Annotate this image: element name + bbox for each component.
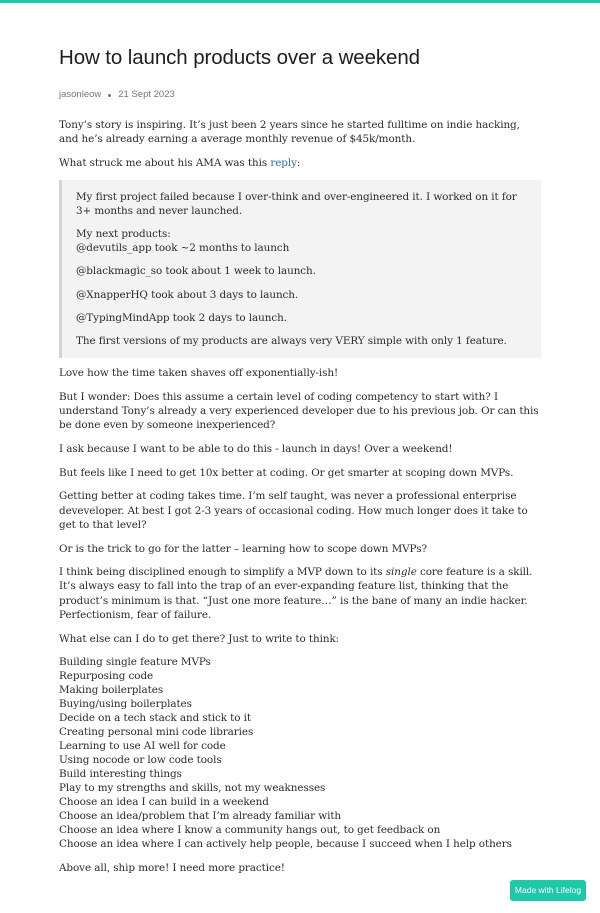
reply-link[interactable]: reply (270, 156, 297, 169)
ama-prefix: What struck me about his AMA was this (59, 156, 271, 169)
post-meta (59, 88, 541, 102)
list-item: Choose an idea where I know a community hangs out, to get feedback on (59, 824, 441, 837)
list-item: Choose an idea I can build in a weekend (59, 796, 269, 809)
article (59, 44, 541, 885)
paragraph-feels: But feels like I need to get 10x better at coding. Or get smarter at scoping down MVPs. (59, 466, 514, 479)
top-accent-bar (0, 0, 600, 3)
paragraph-better: Getting better at coding takes time. I’m self taught, was never a professional enterprise deveveloper. At best I got 2-3 years of occasional coding. How much longer does it take to get to that level? (59, 490, 528, 531)
list-item: Using nocode or low code tools (59, 754, 222, 767)
quote-block (59, 180, 541, 359)
list-item: Decide on a tech stack and stick to it (59, 712, 252, 725)
quote-paragraph: My first project failed because I over-think and over-engineered it. I worked on it for 3+ months and never launched. (76, 190, 517, 217)
list-item: Building single feature MVPs (59, 656, 211, 669)
quote-paragraph: @blackmagic_so took about 1 week to launch. (76, 265, 316, 278)
quote-line: @devutils_app took ~2 months to launch (76, 242, 290, 255)
ideas-list (59, 655, 541, 851)
page-title: How to launch products over a weekend (59, 46, 420, 69)
quote-paragraph: The first versions of my products are always very VERY simple with only 1 feature. (76, 335, 507, 348)
list-item: Choose an idea/problem that I’m already familiar with (59, 810, 342, 823)
paragraph-love: Love how the time taken shaves off exponentially-ish! (59, 367, 339, 380)
ama-suffix: : (296, 156, 301, 169)
list-item: Choose an idea where I can actively help people, because I succeed when I help others (59, 838, 512, 851)
list-item: Creating personal mini code libraries (59, 726, 254, 739)
think-before: I think being disciplined enough to simplify a MVP down to its (59, 566, 386, 579)
list-item: Build interesting things (59, 768, 182, 781)
quote-paragraph (76, 227, 527, 255)
list-item: Repurposing code (59, 670, 154, 683)
quote-line: My next products: (76, 228, 171, 241)
paragraph-wonder: But I wonder: Does this assume a certain level of coding competency to start with? I understand Tony’s already a very experienced developer due to his previous job. Or can this be done even by someone inexperienced? (59, 390, 539, 432)
author-name[interactable]: jasonleow (59, 89, 102, 100)
closing-paragraph: Above all, ship more! I need more practice! (59, 862, 285, 875)
paragraph-ask: I ask because I want to be able to do this - launch in days! Over a weekend! (59, 443, 453, 456)
list-item: Play to my strengths and skills, not my weaknesses (59, 782, 326, 795)
paragraph-else: What else can I do to get there? Just to write to think: (59, 632, 340, 645)
list-item: Making boilerplates (59, 684, 164, 697)
quote-paragraph: @XnapperHQ took about 3 days to launch. (76, 288, 299, 301)
think-emphasis: single (385, 566, 417, 579)
list-item: Learning to use AI well for code (59, 740, 226, 753)
list-item: Buying/using boilerplates (59, 698, 192, 711)
meta-separator-dot (108, 94, 111, 97)
quote-paragraph: @TypingMindApp took 2 days to launch. (76, 311, 287, 324)
post-date: 21 Sept 2023 (118, 89, 175, 100)
ama-paragraph (59, 156, 541, 170)
think-after: core feature is a skill. It’s always easy to fall into the trap of an ever-expanding feature list, thinking that the product’s minimum is that. “Just one more feature…” is the bane of many an indie hacker. Perfectionism, fear of failure. (59, 566, 533, 621)
intro-paragraph: Tony’s story is inspiring. It’s just been 2 years since he started fulltime on indie hacking, and he’s already earning a average monthly revenue of $45k/month. (59, 119, 520, 146)
paragraph-trick: Or is the trick to go for the latter – learning how to scope down MVPs? (59, 542, 427, 555)
post-body (59, 118, 541, 875)
paragraph-think (59, 565, 541, 622)
made-with-lifelog-badge[interactable]: Made with Lifelog (510, 880, 586, 901)
